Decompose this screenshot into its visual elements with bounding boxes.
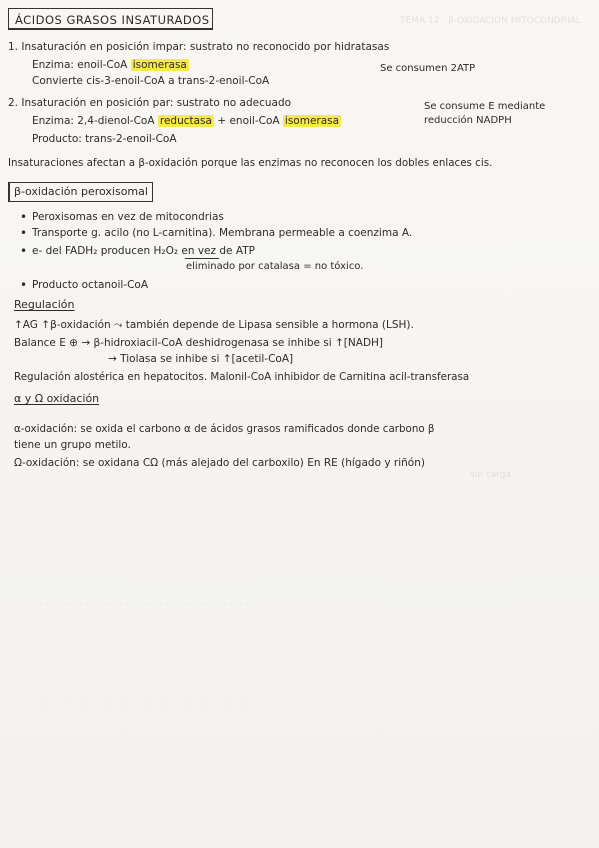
- ghost-text: · · · · · · · · · · · · · · · · · · · · · · · · · · · · · · · · · · · · ·: [40, 600, 249, 610]
- perox-bullet-2: • Transporte g. acilo (no L-carnitina). Membrana permeable a coenzima A.: [32, 226, 412, 240]
- alfa-omega-heading: α y Ω oxidación: [14, 392, 100, 405]
- regulacion-line-4: Regulación alostérica en hepatocitos. Malonil-CoA inhibidor de Carnitina acil-transferasa: [14, 371, 470, 383]
- highlight-reductasa: reductasa: [159, 115, 212, 127]
- perox-bullet-1: • Peroxisomas en vez de mitocondrias: [32, 210, 224, 224]
- highlight-isomerasa-2: isomerasa: [284, 115, 340, 127]
- section1-side-note: Se consumen 2ATP: [380, 63, 476, 74]
- regulacion-line-1: ↑AG ↑β-oxidación ⤳ también depende de Lipasa sensible a hormona (LSH).: [14, 319, 414, 331]
- perox-bullet-3: • e- del FADH₂ producen H₂O₂ en vez de ATP: [32, 244, 255, 258]
- section2-side-note-2: reducción NADPH: [424, 115, 512, 126]
- beta-peroxisomal-heading: β-oxidación peroxisomal: [8, 182, 153, 202]
- ghost-text: TEMA 12 · β-OXIDACIÓN MITOCONDRIAL: [400, 16, 581, 26]
- regulacion-line-3: → Tiolasa se inhibe si ↑[acetil-CoA]: [108, 353, 294, 365]
- section1-converts: Convierte cis-3-enoil-CoA a trans-2-enoil-CoA: [32, 75, 270, 87]
- perox-eliminated: eliminado por catalasa = no tóxico.: [186, 261, 364, 272]
- alfa-omega-line-1: α-oxidación: se oxida el carbono α de ácidos grasos ramificados donde carbono β: [14, 423, 435, 435]
- ghost-text: · · · · · · · · · · · · · · · · · · · · · · · · · · · · · · · · · · · · ·: [40, 700, 249, 710]
- regulacion-heading: Regulación: [14, 298, 75, 311]
- section2-product: Producto: trans-2-enoil-CoA: [32, 133, 177, 145]
- perox-bullet-4: • Producto octanoil-CoA: [32, 278, 148, 292]
- section2-enzyme: Enzima: 2,4-dienol-CoA reductasa + enoil-CoA isomerasa: [32, 115, 340, 127]
- page-title: ÁCIDOS GRASOS INSATURADOS: [8, 8, 213, 30]
- insaturation-note: Insaturaciones afectan a β-oxidación porque las enzimas no reconocen los dobles enlaces cis.: [8, 157, 493, 169]
- section2-heading: 2. Insaturación en posición par: sustrato no adecuado: [8, 97, 292, 109]
- alfa-omega-line-3: Ω-oxidación: se oxidana CΩ (más alejado del carboxilo) En RE (hígado y riñón): [14, 457, 425, 469]
- section2-side-note-1: Se consume E mediante: [424, 101, 546, 112]
- alfa-omega-line-2: tiene un grupo metilo.: [14, 439, 131, 451]
- section1-enzyme: Enzima: enoil-CoA isomerasa: [32, 59, 187, 71]
- section1-heading: 1. Insaturación en posición impar: sustrato no reconocido por hidratasas: [8, 41, 390, 53]
- highlight-isomerasa: isomerasa: [132, 59, 187, 71]
- arrow-underline: [185, 258, 219, 259]
- ghost-text: sin carga: [470, 470, 511, 480]
- regulacion-line-2: Balance E ⊕ → β-hidroxiacil-CoA deshidrogenasa se inhibe si ↑[NADH]: [14, 337, 384, 349]
